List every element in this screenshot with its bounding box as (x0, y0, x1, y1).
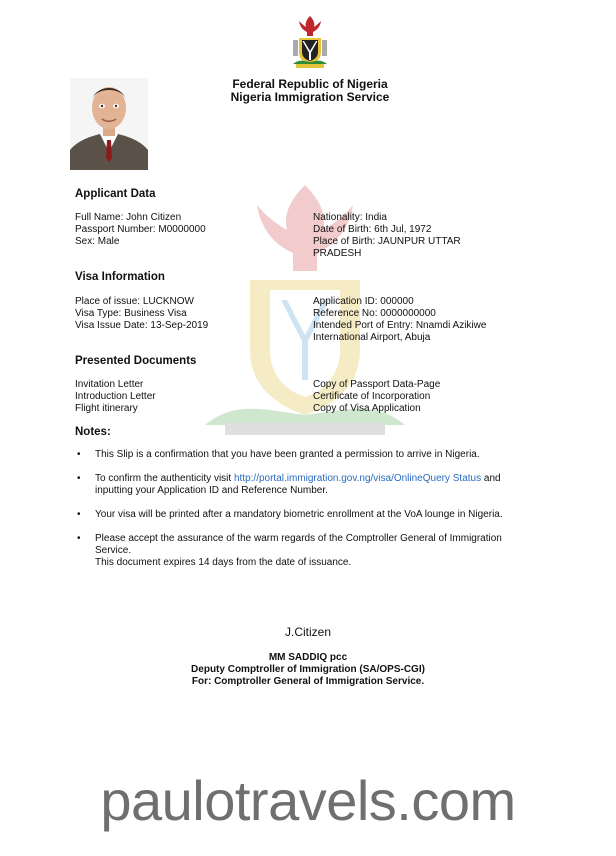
reference-number: Reference No: 0000000000 (313, 308, 436, 319)
visa-right (313, 296, 513, 344)
bullet-icon: • (77, 473, 81, 484)
brand-watermark: paulotravels.com (100, 769, 516, 832)
note-text: Please accept the assurance of the warm regards of the Comptroller General of Immigration Service. (95, 533, 502, 556)
applicant-right (313, 212, 513, 260)
verification-link[interactable]: http://portal.immigration.gov.ng/visa/OnlineQuery Status (233, 473, 482, 484)
document-item: Flight itinerary (75, 403, 138, 414)
document-item: Certificate of Incorporation (313, 391, 431, 402)
note-text: This document expires 14 days from the date of issuance. (95, 557, 352, 568)
note-text: and inputting your Application ID and Reference Number. (95, 473, 501, 496)
document-item: Invitation Letter (75, 379, 144, 390)
port-of-entry-line1: Intended Port of Entry: Nnamdi Azikiwe (313, 320, 487, 331)
header-agency: Nigeria Immigration Service (230, 90, 390, 104)
documents-right (313, 379, 513, 415)
document-item: Copy of Visa Application (313, 403, 421, 414)
notes-list (75, 449, 525, 581)
header-country: Federal Republic of Nigeria (232, 77, 388, 91)
sex: Sex: Male (75, 236, 120, 247)
officer-title: Deputy Comptroller of Immigration (SA/OPS-CGI) (191, 664, 425, 675)
passport-number: Passport Number: M0000000 (75, 224, 206, 235)
section-title-visa: Visa Information (75, 271, 165, 283)
applicant-left (75, 212, 206, 248)
visa-type: Visa Type: Business Visa (75, 308, 187, 319)
visa-issue-date: Visa Issue Date: 13-Sep-2019 (75, 320, 209, 331)
officer-for: For: Comptroller General of Immigration Service. (191, 676, 425, 687)
date-of-birth: Date of Birth: 6th Jul, 1972 (313, 224, 432, 235)
signing-officer (0, 652, 616, 688)
bullet-icon: • (77, 509, 81, 520)
note-text: This Slip is a confirmation that you have been granted a permission to arrive in Nigeria. (95, 449, 480, 460)
place-of-birth-line2: PRADESH (313, 248, 362, 259)
officer-name: MM SADDIQ pcc (268, 652, 348, 663)
bullet-icon: • (77, 533, 81, 544)
applicant-photo (70, 78, 148, 170)
note-item (75, 533, 525, 569)
application-id: Application ID: 000000 (313, 296, 414, 307)
full-name: Full Name: John Citizen (75, 212, 182, 223)
bullet-icon: • (77, 449, 81, 460)
note-item (75, 449, 525, 461)
note-text: Your visa will be printed after a mandatory biometric enrollment at the VoA lounge in Nigeria. (95, 509, 503, 520)
port-of-entry-line2: International Airport, Abuja (313, 332, 431, 343)
signature: J.Citizen (284, 625, 331, 639)
documents-left (75, 379, 156, 415)
nigeria-coat-of-arms-icon (290, 14, 330, 70)
visa-left (75, 296, 208, 332)
note-item (75, 509, 525, 521)
section-title-notes: Notes: (75, 426, 111, 438)
note-text: To confirm the authenticity visit (95, 473, 234, 484)
nationality: Nationality: India (313, 212, 387, 223)
section-title-applicant: Applicant Data (75, 188, 156, 200)
place-of-birth-line1: Place of Birth: JAUNPUR UTTAR (313, 236, 461, 247)
document-item: Copy of Passport Data-Page (313, 379, 441, 390)
section-title-documents: Presented Documents (75, 355, 197, 367)
document-item: Introduction Letter (75, 391, 156, 402)
note-item (75, 473, 525, 497)
place-of-issue: Place of issue: LUCKNOW (75, 296, 194, 307)
document-header (150, 78, 470, 104)
